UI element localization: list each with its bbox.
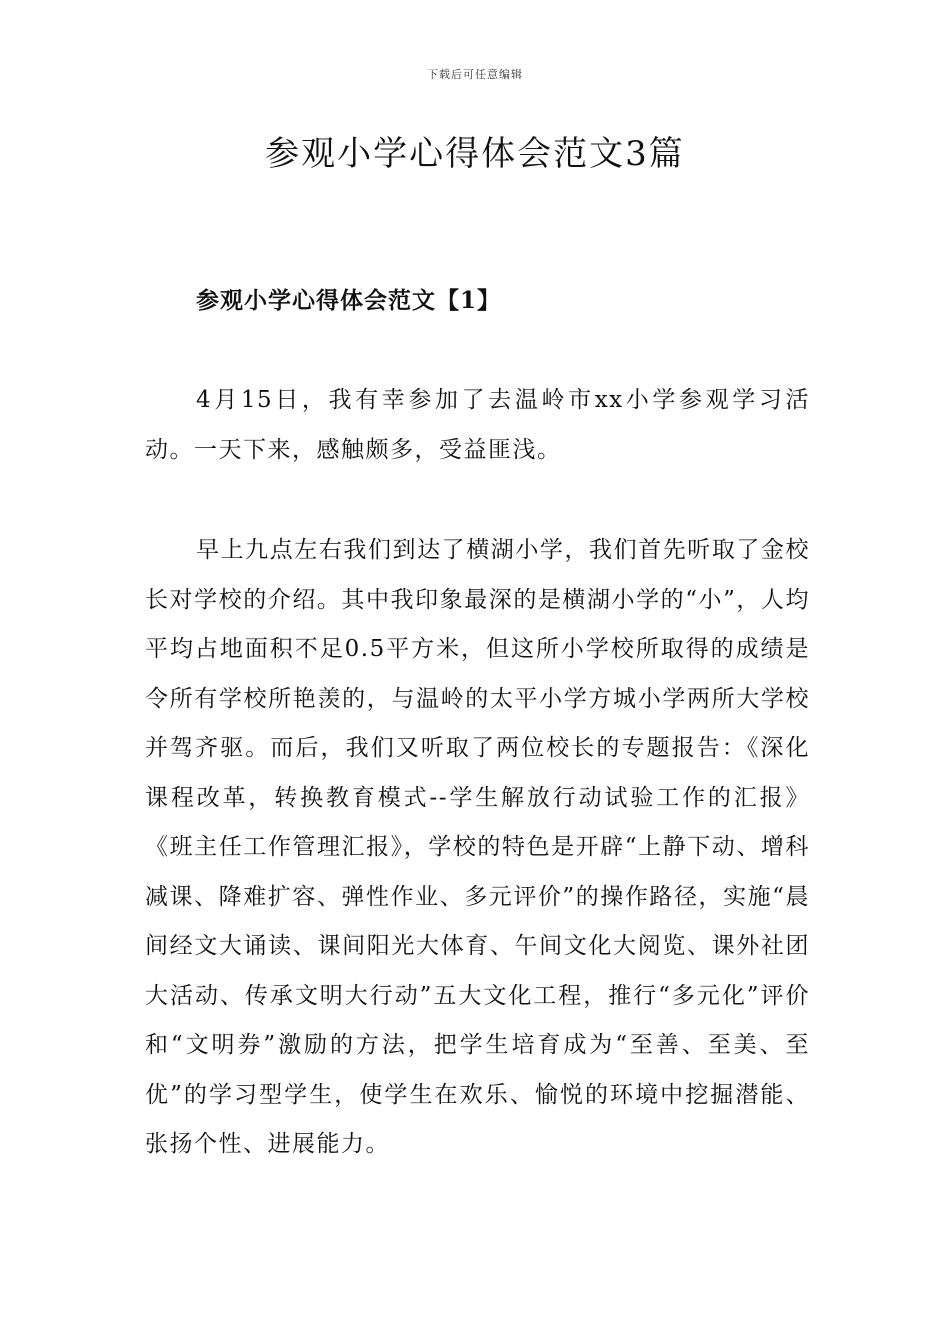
paragraph-1: 4月15日，我有幸参加了去温岭市xx小学参观学习活动。一天下来，感触颇多，受益匪浅。 (145, 387, 810, 463)
paragraph-2: 早上九点左右我们到达了横湖小学，我们首先听取了金校长对学校的介绍。其中我印象最深的是横湖小学的“小”，人均平均占地面积不足0.5平方米，但这所小学校所取得的成绩是令所有学校所艳羡的，与温岭的太平小学方城小学两所大学校并驾齐驱。而后，我们又听取了两位校长的专题报告：《深化课程改革，转换教育模式--学生解放行动试验工作的汇报》《班主任工作管理汇报》，学校的特色是开辟“上静下动、增科减课、降难扩容、弹性作业、多元评价”的操作路径，实施“晨间经文大诵读、课间阳光大体育、午间文化大阅览、课外社团大活动、传承文明大行动”五大文化工程，推行“多元化”评价和“文明券”激励的方法，把学生培育成为“至善、至美、至优”的学习型学生，使学生在欢乐、愉悦的环境中挖掘潜能、张扬个性、进展能力。 (145, 537, 810, 1157)
section-heading: 参观小学心得体会范文【1】 (196, 287, 502, 314)
header-note: 下载后可任意编辑 (427, 68, 523, 81)
document-title: 参观小学心得体会范文3篇 (265, 134, 685, 174)
